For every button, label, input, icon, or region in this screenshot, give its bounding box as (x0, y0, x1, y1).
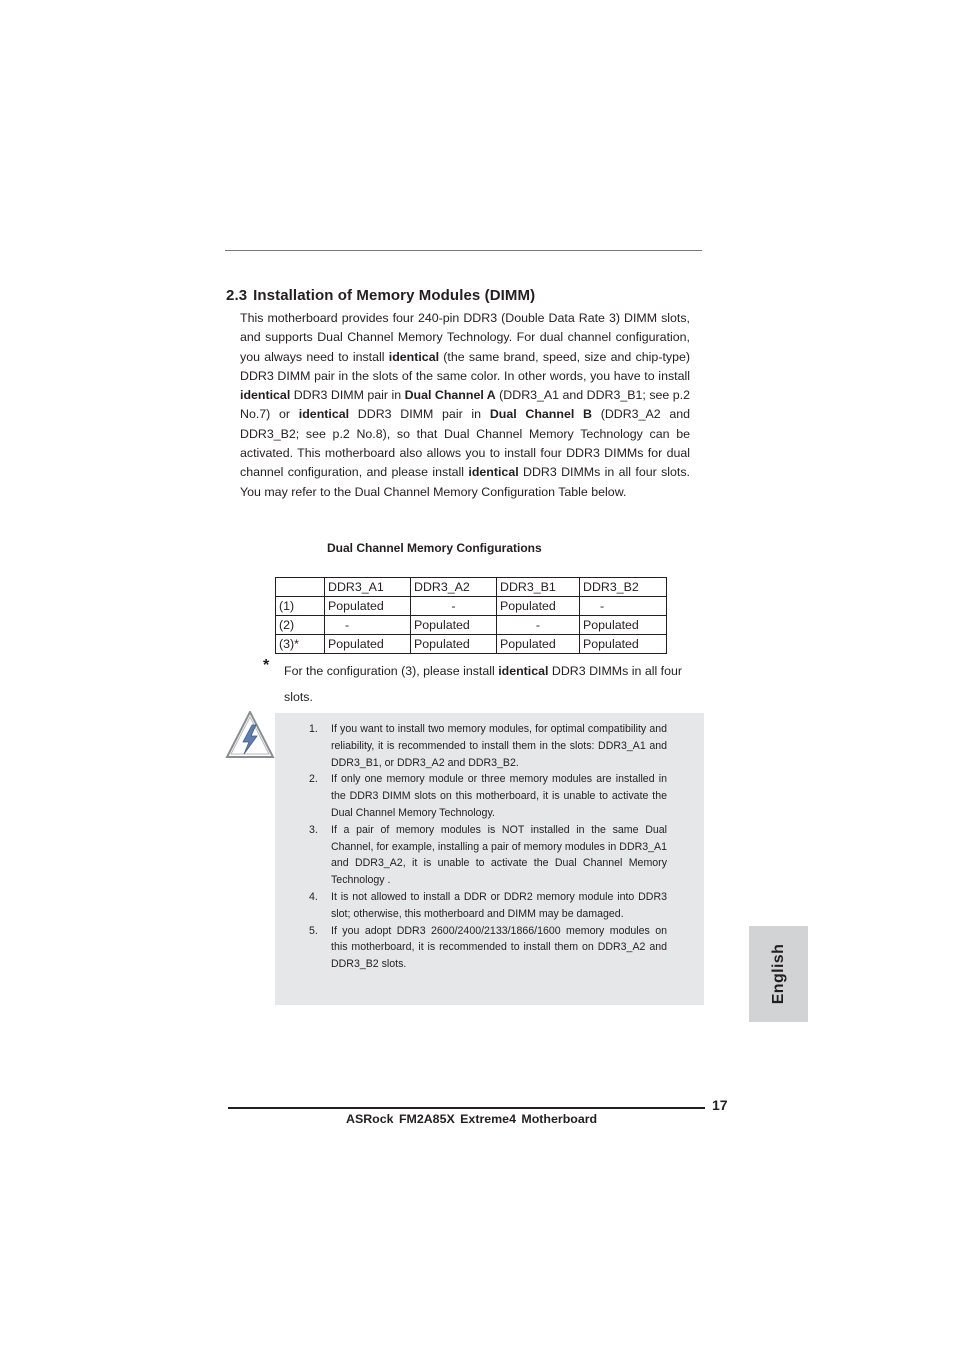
notes-list (309, 721, 667, 973)
footer-product-name: ASRock FM2A85X Extreme4 Motherboard (346, 1112, 598, 1126)
footer-rule (228, 1107, 705, 1109)
note-text: If you adopt DDR3 2600/2400/2133/1866/1600 memory modules on this motherboard, it is recommended to install them on DDR3_A2 and DDR3_B2 slots. (331, 924, 667, 971)
footnote (284, 658, 704, 710)
note-text: If you want to install two memory modules, for optimal compatibility and reliability, it is recommended to install them in the slots: DDR3_A1 and DDR3_B1, or DDR3_A2 and DDR3_B2. (331, 723, 667, 769)
table-cell: (3)* (276, 635, 325, 654)
table-cell: - (325, 616, 411, 635)
note-text: It is not allowed to install a DDR or DDR2 memory module into DDR3 slot; otherwise, this motherboard and DIMM may be damaged. (331, 890, 667, 920)
section-number: 2.3 (226, 287, 248, 304)
table-cell: - (411, 597, 497, 616)
notes-panel (275, 713, 704, 1005)
table-header-cell: DDR3_B1 (497, 578, 580, 597)
body-bold-6: identical (468, 465, 519, 480)
body-text-2: (the same brand, speed, size and chip-type) DDR3 DIMM pair in the slots of the same color. In other words, you have to install (240, 349, 690, 383)
list-item (309, 771, 667, 821)
table-row (276, 616, 667, 635)
note-number: 2. (309, 773, 318, 786)
list-item (309, 889, 667, 923)
table-cell: Populated (411, 616, 497, 635)
footnote-text-1: For the configuration (3), please install (284, 664, 499, 678)
caution-icon (225, 711, 275, 759)
note-text: If a pair of memory modules is NOT installed in the same Dual Channel, for example, installing a pair of memory modules in DDR3_A1 and DDR3_A2, it is unable to activate the Dual Channel Memory Technology . (331, 823, 667, 887)
table-row (276, 635, 667, 654)
table-cell: - (580, 597, 667, 616)
table-cell: Populated (497, 597, 580, 616)
table-header-cell (276, 578, 325, 597)
body-bold-2: identical (240, 388, 291, 403)
table-cell: (1) (276, 597, 325, 616)
note-number: 3. (309, 823, 318, 836)
table-cell: Populated (325, 635, 411, 654)
body-text-6: (DDR3_A2 and DDR3_B2; see p.2 No.8), so that Dual Channel Memory Technology can be activated. This motherboard also allows you to install four DDR3 DIMMs for dual channel configuration, and please install (240, 407, 691, 480)
table-header-cell: DDR3_A1 (325, 578, 411, 597)
body-text-3: DDR3 DIMM pair in (290, 388, 405, 403)
page-number: 17 (712, 1097, 728, 1113)
list-item (309, 721, 667, 771)
body-text-7: DDR3 DIMMs in all four slots. You may refer to the Dual Channel Memory Configuration Table below. (240, 465, 690, 499)
section-heading (226, 287, 535, 304)
intro-paragraph (240, 309, 690, 502)
header-rule (225, 250, 702, 251)
table-cell: - (497, 616, 580, 635)
note-number: 5. (309, 924, 318, 937)
list-item (309, 822, 667, 889)
language-tab-label: English (769, 943, 787, 1005)
footnote-asterisk: * (263, 657, 270, 674)
table-cell: Populated (580, 635, 667, 654)
body-text-4: (DDR3_A1 and DDR3_B1; see p.2 No.7) or (240, 388, 690, 422)
body-bold-1: identical (388, 349, 440, 364)
footnote-text-2: DDR3 DIMMs in all four slots. (284, 664, 683, 704)
table-cell: Populated (411, 635, 497, 654)
section-title: Installation of Memory Modules (DIMM) (253, 287, 536, 304)
body-bold-5: Dual Channel B (489, 407, 592, 422)
body-bold-4: identical (298, 407, 350, 422)
note-number: 4. (309, 890, 318, 903)
memory-config-table (275, 577, 667, 654)
table-row (276, 597, 667, 616)
table-cell: Populated (497, 635, 580, 654)
table-cell: Populated (325, 597, 411, 616)
language-tab (749, 926, 808, 1022)
note-number: 1. (309, 723, 318, 735)
table-title: Dual Channel Memory Configurations (327, 541, 542, 555)
table-header-cell: DDR3_A2 (411, 578, 497, 597)
table-header-cell: DDR3_B2 (580, 578, 667, 597)
footnote-bold: identical (498, 664, 549, 678)
table-cell: (2) (276, 616, 325, 635)
body-text-5: DDR3 DIMM pair in (349, 407, 490, 422)
table-cell: Populated (580, 616, 667, 635)
list-item (309, 923, 667, 973)
note-text: If only one memory module or three memory modules are installed in the DDR3 DIMM slots on this motherboard, it is unable to activate the Dual Channel Memory Technology. (331, 773, 667, 819)
body-text-1: This motherboard provides four 240-pin DDR3 (Double Data Rate 3) DIMM slots, and supports Dual Channel Memory Technology. For dual channel configuration, you always need to install (240, 311, 690, 364)
body-bold-3: Dual Channel A (404, 388, 496, 403)
table-header-row (276, 578, 667, 597)
